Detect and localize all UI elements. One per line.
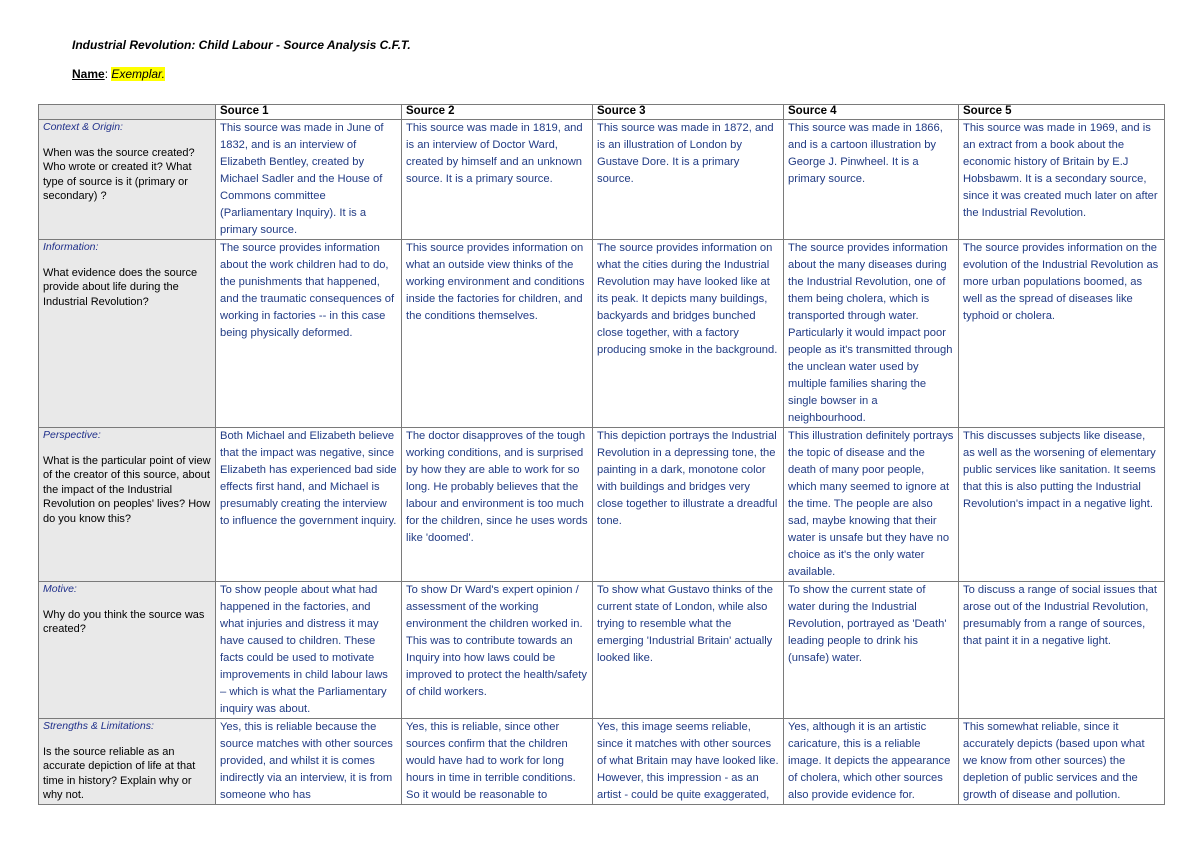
- name-value: Exemplar.: [111, 67, 165, 81]
- table-cell: This source was made in 1866, and is a cartoon illustration by George J. Pinwheel. It is a primary source.: [784, 120, 959, 240]
- corner-cell: [39, 105, 216, 120]
- row-information: [39, 240, 1165, 428]
- table-cell: This source was made in June of 1832, and is an interview of Elizabeth Bentley, created by Michael Sadler and the House of Commons committee (Parliamentary Inquiry). It is a primary source.: [216, 120, 402, 240]
- table-cell: This source was made in 1969, and is an extract from a book about the economic history of Britain by E.J Hobsbawm. It is a secondary source, since it was created much later on after the Industrial Revolution.: [959, 120, 1165, 240]
- row-question: What is the particular point of view of the creator of this source, about the impact of the Industrial Revolution on peoples' lives? How do you know this?: [43, 454, 211, 525]
- header-source-3: Source 3: [593, 105, 784, 120]
- table-cell: The doctor disapproves of the tough working conditions, and is surprised by how they are able to work for so long. He probably believes that the labour and environment is too much for the children, since he uses words like 'doomed'.: [402, 428, 593, 582]
- name-label: Name: [72, 67, 105, 81]
- table-cell: The source provides information on the evolution of the Industrial Revolution as more urban populations boomed, as well as the spread of diseases like typhoid or cholera.: [959, 240, 1165, 428]
- row-question: When was the source created? Who wrote or created it? What type of source is it (primary or secondary) ?: [43, 146, 195, 203]
- document-title: Industrial Revolution: Child Labour - Source Analysis C.F.T.: [72, 38, 411, 52]
- header-source-5: Source 5: [959, 105, 1165, 120]
- table-cell: To show people about what had happened in the factories, and what injuries and distress it may have caused to children. These facts could be used to motivate improvements in child labour laws – which is what the Parliamentary inquiry was about.: [216, 582, 402, 719]
- table-cell: The source provides information about the many diseases during the Industrial Revolution, one of them being cholera, which is transported through water. Particularly it would impact poor people as it's transmitted through the unclean water used by multiple families sharing the single bowser in a neighbourhood.: [784, 240, 959, 428]
- table-cell: This source provides information on what an outside view thinks of the working environment and conditions inside the factories for children, and the conditions themselves.: [402, 240, 593, 428]
- row-perspective: [39, 428, 1165, 582]
- row-question: Why do you think the source was created?: [43, 608, 205, 636]
- table-cell: This discusses subjects like disease, as well as the worsening of elementary public services like sanitation. It seems that this is also putting the Industrial Revolution's impact in a negative light.: [959, 428, 1165, 582]
- row-question: Is the source reliable as an accurate depiction of life at that time in history? Explain why or why not.: [43, 745, 196, 802]
- table-cell: This somewhat reliable, since it accurately depicts (based upon what we know from other sources) the depletion of public services and the growth of disease and pollution.: [959, 719, 1165, 805]
- row-motive: [39, 582, 1165, 719]
- table-cell: The source provides information on what the cities during the Industrial Revolution may have looked like at its peak. It depicts many buildings, backyards and bridges bunched close together, with a factory producing smoke in the background.: [593, 240, 784, 428]
- table-cell: Both Michael and Elizabeth believe that the impact was negative, since Elizabeth has experienced bad side effects first hand, and Michael is presumably creating the interview to influence the government inquiry.: [216, 428, 402, 582]
- row-strengths-limitations: [39, 719, 1165, 805]
- header-source-2: Source 2: [402, 105, 593, 120]
- table-cell: This source was made in 1872, and is an illustration of London by Gustave Dore. It is a primary source.: [593, 120, 784, 240]
- row-label: [39, 120, 216, 240]
- header-row: [39, 105, 1165, 120]
- table-cell: This source was made in 1819, and is an interview of Doctor Ward, created by himself and an unknown source. It is a primary source.: [402, 120, 593, 240]
- row-category: Context & Origin:: [43, 121, 123, 133]
- table-cell: To show Dr Ward's expert opinion / assessment of the working environment the children worked in. This was to contribute towards an Inquiry into how laws could be improved to protect the health/safety of child workers.: [402, 582, 593, 719]
- table-cell: To discuss a range of social issues that arose out of the Industrial Revolution, presumably from a range of sources, that paint it in a negative light.: [959, 582, 1165, 719]
- row-category: Information:: [43, 241, 99, 253]
- header-source-4: Source 4: [784, 105, 959, 120]
- row-label: [39, 719, 216, 805]
- table-cell: Yes, this is reliable because the source matches with other sources provided, and whilst it is comes indirectly via an interview, it is from someone who has: [216, 719, 402, 805]
- table-cell: Yes, this image seems reliable, since it matches with other sources of what Britain may have looked like. However, this impression - as an artist - could be quite exaggerated,: [593, 719, 784, 805]
- table-cell: This illustration definitely portrays the topic of disease and the death of many poor people, which many seemed to ignore at the time. The people are also sad, maybe knowing that their water is unsafe but they have no choice as it's the only water available.: [784, 428, 959, 582]
- table-cell: To show what Gustavo thinks of the current state of London, while also trying to resemble what the emerging 'Industrial Britain' actually looked like.: [593, 582, 784, 719]
- row-label: [39, 240, 216, 428]
- row-category: Strengths & Limitations:: [43, 720, 154, 732]
- row-context-origin: [39, 120, 1165, 240]
- row-question: What evidence does the source provide about life during the Industrial Revolution?: [43, 266, 198, 308]
- table-cell: Yes, this is reliable, since other sources confirm that the children would have had to work for long hours in time in terrible conditions. So it would be reasonable to: [402, 719, 593, 805]
- row-label: [39, 582, 216, 719]
- source-analysis-table: [38, 104, 1165, 805]
- row-label: [39, 428, 216, 582]
- name-colon: :: [104, 67, 112, 81]
- table-cell: This depiction portrays the Industrial Revolution in a depressing tone, the painting in a dark, monotone color with buildings and bridges very close together to illustrate a dreadful tone.: [593, 428, 784, 582]
- table-cell: To show the current state of water during the Industrial Revolution, portrayed as 'Death' leading people to drink his (unsafe) water.: [784, 582, 959, 719]
- table-cell: The source provides information about the work children had to do, the punishments that happened, and the traumatic consequences of working in factories -- in this case being physically deformed.: [216, 240, 402, 428]
- table-cell: Yes, although it is an artistic caricature, this is a reliable image. It depicts the appearance of cholera, which other sources also provide evidence for.: [784, 719, 959, 805]
- header-source-1: Source 1: [216, 105, 402, 120]
- row-category: Perspective:: [43, 429, 101, 441]
- row-category: Motive:: [43, 583, 77, 595]
- name-line: [72, 67, 165, 81]
